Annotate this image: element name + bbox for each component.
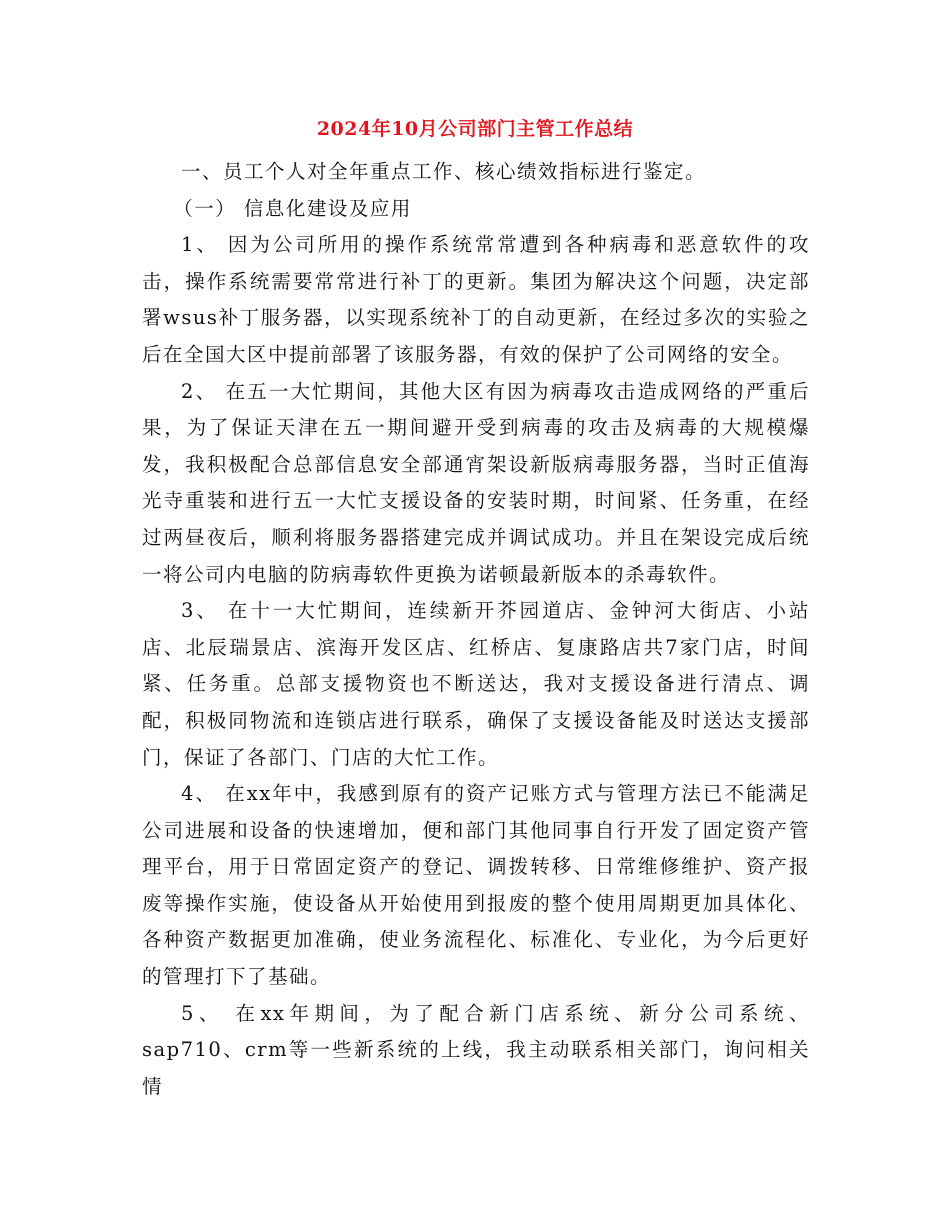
paragraph-item-1: 1、 因为公司所用的操作系统常常遭到各种病毒和恶意软件的攻击，操作系统需要常常进行补丁的更新。集团为解决这个问题，决定部署wsus补丁服务器，以实现系统补丁的自动更新，在经过多次的实验之后在全国大区中提前部署了该服务器，有效的保护了公司网络的安全。: [142, 233, 810, 366]
paragraph-item-3: 3、 在十一大忙期间，连续新开芥园道店、金钟河大街店、小站店、北辰瑞景店、滨海开发区店、红桥店、复康路店共7家门店，时间紧、任务重。总部支援物资也不断送达，我对支援设备进行清点、调配，积极同物流和连锁店进行联系，确保了支援设备能及时送达支援部门，保证了各部门、门店的大忙工作。: [142, 599, 810, 769]
document-body: [142, 154, 810, 1105]
paragraph-item-5: 5、 在xx年期间，为了配合新门店系统、新分公司系统、sap710、crm等一些新系统的上线，我主动联系相关部门，询问相关情: [142, 1001, 810, 1098]
paragraph-item-2: 2、 在五一大忙期间，其他大区有因为病毒攻击造成网络的严重后果，为了保证天津在五一期间避开受到病毒的攻击及病毒的大规模爆发，我积极配合总部信息安全部通宵架设新版病毒服务器，当时正值海光寺重装和进行五一大忙支援设备的安装时期，时间紧、任务重，在经过两昼夜后，顺利将服务器搭建完成并调试成功。并且在架设完成后统一将公司内电脑的防病毒软件更换为诺顿最新版本的杀毒软件。: [142, 379, 810, 586]
section-heading: 一、员工个人对全年重点工作、核心绩效指标进行鉴定。: [181, 160, 707, 183]
subsection-heading: （一） 信息化建设及应用: [173, 196, 412, 220]
document-title: 2024年10月公司部门主管工作总结: [316, 118, 634, 140]
paragraph-item-4: 4、 在xx年中，我感到原有的资产记账方式与管理方法已不能满足公司进展和设备的快速增加，便和部门其他同事自行开发了固定资产管理平台，用于日常固定资产的登记、调拨转移、日常维修维护、资产报废等操作实施，使设备从开始使用到报废的整个使用周期更加具体化、各种资产数据更加准确，使业务流程化、标准化、专业化，为今后更好的管理打下了基础。: [142, 782, 810, 989]
